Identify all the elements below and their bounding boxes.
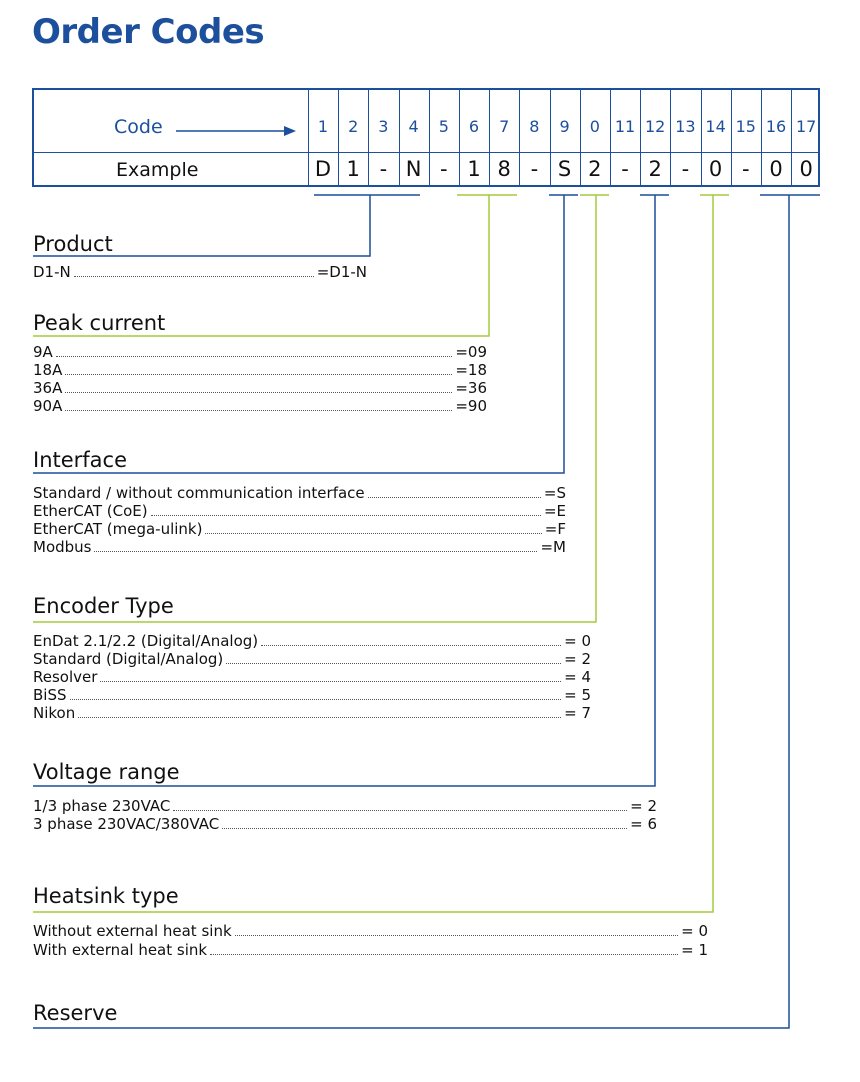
- example-code-char: -: [530, 157, 539, 181]
- option-row-peak-current: [33, 397, 487, 415]
- example-code-char: 1: [467, 157, 481, 181]
- option-code: =90: [455, 397, 487, 415]
- example-code-char: 0: [799, 157, 813, 181]
- section-title-peak-current: Peak current: [33, 311, 166, 335]
- option-row-heatsink-type: [33, 941, 708, 959]
- option-label: Resolver: [33, 668, 98, 686]
- code-position-number: 9: [559, 117, 570, 136]
- dotted-leader: [65, 374, 452, 375]
- option-row-interface: [33, 520, 566, 538]
- example-code-char: -: [440, 157, 448, 181]
- option-label: 18A: [33, 361, 63, 379]
- code-position-number: 4: [408, 117, 419, 136]
- example-code-char: 2: [648, 157, 662, 181]
- option-row-peak-current: [33, 343, 487, 361]
- option-row-voltage-range: [33, 797, 657, 815]
- option-code: =36: [455, 379, 487, 397]
- example-code-char: 1: [346, 157, 360, 181]
- option-label: 9A: [33, 343, 53, 361]
- example-code-char: -: [379, 157, 388, 181]
- option-label: EtherCAT (mega-ulink): [33, 520, 203, 538]
- option-code: =F: [544, 520, 566, 538]
- option-label: EnDat 2.1/2.2 (Digital/Analog): [33, 632, 259, 650]
- example-row-label: Example: [116, 159, 199, 181]
- section-title-heatsink-type: Heatsink type: [33, 884, 179, 908]
- code-position-number: 14: [705, 117, 726, 136]
- code-position-number: 6: [468, 117, 480, 136]
- option-row-interface: [33, 538, 566, 556]
- option-label: Without external heat sink: [33, 922, 232, 940]
- example-code-char: 0: [708, 157, 723, 181]
- example-code-char: -: [742, 157, 750, 181]
- dotted-leader: [235, 935, 678, 936]
- dotted-leader: [56, 356, 453, 357]
- dotted-leader: [261, 645, 561, 646]
- option-label: D1-N: [33, 263, 71, 281]
- option-label: With external heat sink: [33, 941, 208, 959]
- option-code: = 6: [630, 815, 657, 833]
- option-label: 90A: [33, 397, 63, 415]
- example-code-char: 8: [497, 157, 511, 181]
- code-position-number: 1: [317, 117, 329, 136]
- option-row-encoder-type: [33, 650, 591, 668]
- option-row-interface: [33, 484, 566, 502]
- option-code: =09: [455, 343, 487, 361]
- dotted-leader: [78, 717, 561, 718]
- code-position-number: 17: [796, 117, 817, 136]
- option-label: Nikon: [33, 704, 76, 722]
- option-row-encoder-type: [33, 668, 591, 686]
- option-label: EtherCAT (CoE): [33, 502, 148, 520]
- option-code: = 0: [564, 632, 591, 650]
- option-code: =D1-N: [316, 263, 367, 281]
- option-code: = 1: [681, 941, 708, 959]
- section-title-voltage-range: Voltage range: [33, 760, 180, 784]
- option-row-product: [33, 263, 367, 281]
- code-position-number: 8: [529, 117, 540, 136]
- code-position-number: 2: [348, 117, 359, 136]
- option-code: =S: [543, 484, 566, 502]
- option-row-voltage-range: [33, 815, 657, 833]
- section-title-interface: Interface: [33, 448, 128, 472]
- dotted-leader: [65, 392, 452, 393]
- section-title-reserve: Reserve: [33, 1001, 118, 1025]
- option-code: =18: [455, 361, 487, 379]
- option-row-encoder-type: [33, 686, 591, 704]
- option-label: 36A: [33, 379, 63, 397]
- option-code: =E: [543, 502, 566, 520]
- example-code-char: S: [557, 157, 572, 181]
- option-row-peak-current: [33, 361, 487, 379]
- option-row-heatsink-type: [33, 922, 708, 940]
- option-label: Modbus: [33, 538, 92, 556]
- dotted-leader: [210, 954, 678, 955]
- option-row-interface: [33, 502, 566, 520]
- option-label: BiSS: [33, 686, 67, 704]
- option-row-peak-current: [33, 379, 487, 397]
- option-code: = 4: [564, 668, 591, 686]
- dotted-leader: [65, 410, 452, 411]
- option-label: Standard (Digital/Analog): [33, 650, 224, 668]
- example-code-char: -: [621, 157, 629, 181]
- example-code-char: D: [314, 157, 332, 181]
- example-code-char: -: [681, 157, 690, 181]
- code-position-number: 7: [499, 117, 510, 136]
- option-row-encoder-type: [33, 632, 591, 650]
- dotted-leader: [100, 681, 561, 682]
- example-code-char: 0: [769, 157, 783, 181]
- code-position-number: 5: [438, 117, 449, 136]
- dotted-leader: [368, 497, 541, 498]
- code-position-number: 11: [614, 117, 636, 136]
- dotted-leader: [173, 810, 627, 811]
- option-label: 1/3 phase 230VAC: [33, 797, 171, 815]
- code-row-label: Code: [114, 116, 163, 138]
- example-code-char: N: [405, 157, 422, 181]
- option-code: =M: [540, 538, 566, 556]
- section-title-encoder-type: Encoder Type: [33, 594, 174, 618]
- option-code: = 7: [564, 704, 591, 722]
- option-code: = 5: [564, 686, 591, 704]
- dotted-leader: [70, 699, 562, 700]
- dotted-leader: [94, 551, 537, 552]
- option-row-encoder-type: [33, 704, 591, 722]
- code-position-number: 0: [589, 117, 600, 136]
- dotted-leader: [226, 663, 561, 664]
- option-code: = 2: [630, 797, 657, 815]
- option-code: = 0: [681, 922, 708, 940]
- option-label: Standard / without communication interface: [33, 484, 365, 502]
- example-code-char: 2: [588, 157, 602, 181]
- code-position-number: 12: [645, 117, 666, 136]
- dotted-leader: [74, 276, 314, 277]
- dotted-leader: [222, 828, 627, 829]
- code-position-number: 16: [765, 117, 787, 136]
- dotted-leader: [205, 533, 541, 534]
- dotted-leader: [151, 515, 541, 516]
- code-position-number: 15: [735, 117, 756, 136]
- code-position-number: 13: [675, 117, 696, 136]
- option-label: 3 phase 230VAC/380VAC: [33, 815, 220, 833]
- option-code: = 2: [564, 650, 591, 668]
- section-title-product: Product: [33, 232, 113, 256]
- page-title: Order Codes: [32, 12, 265, 52]
- code-position-number: 3: [378, 117, 389, 136]
